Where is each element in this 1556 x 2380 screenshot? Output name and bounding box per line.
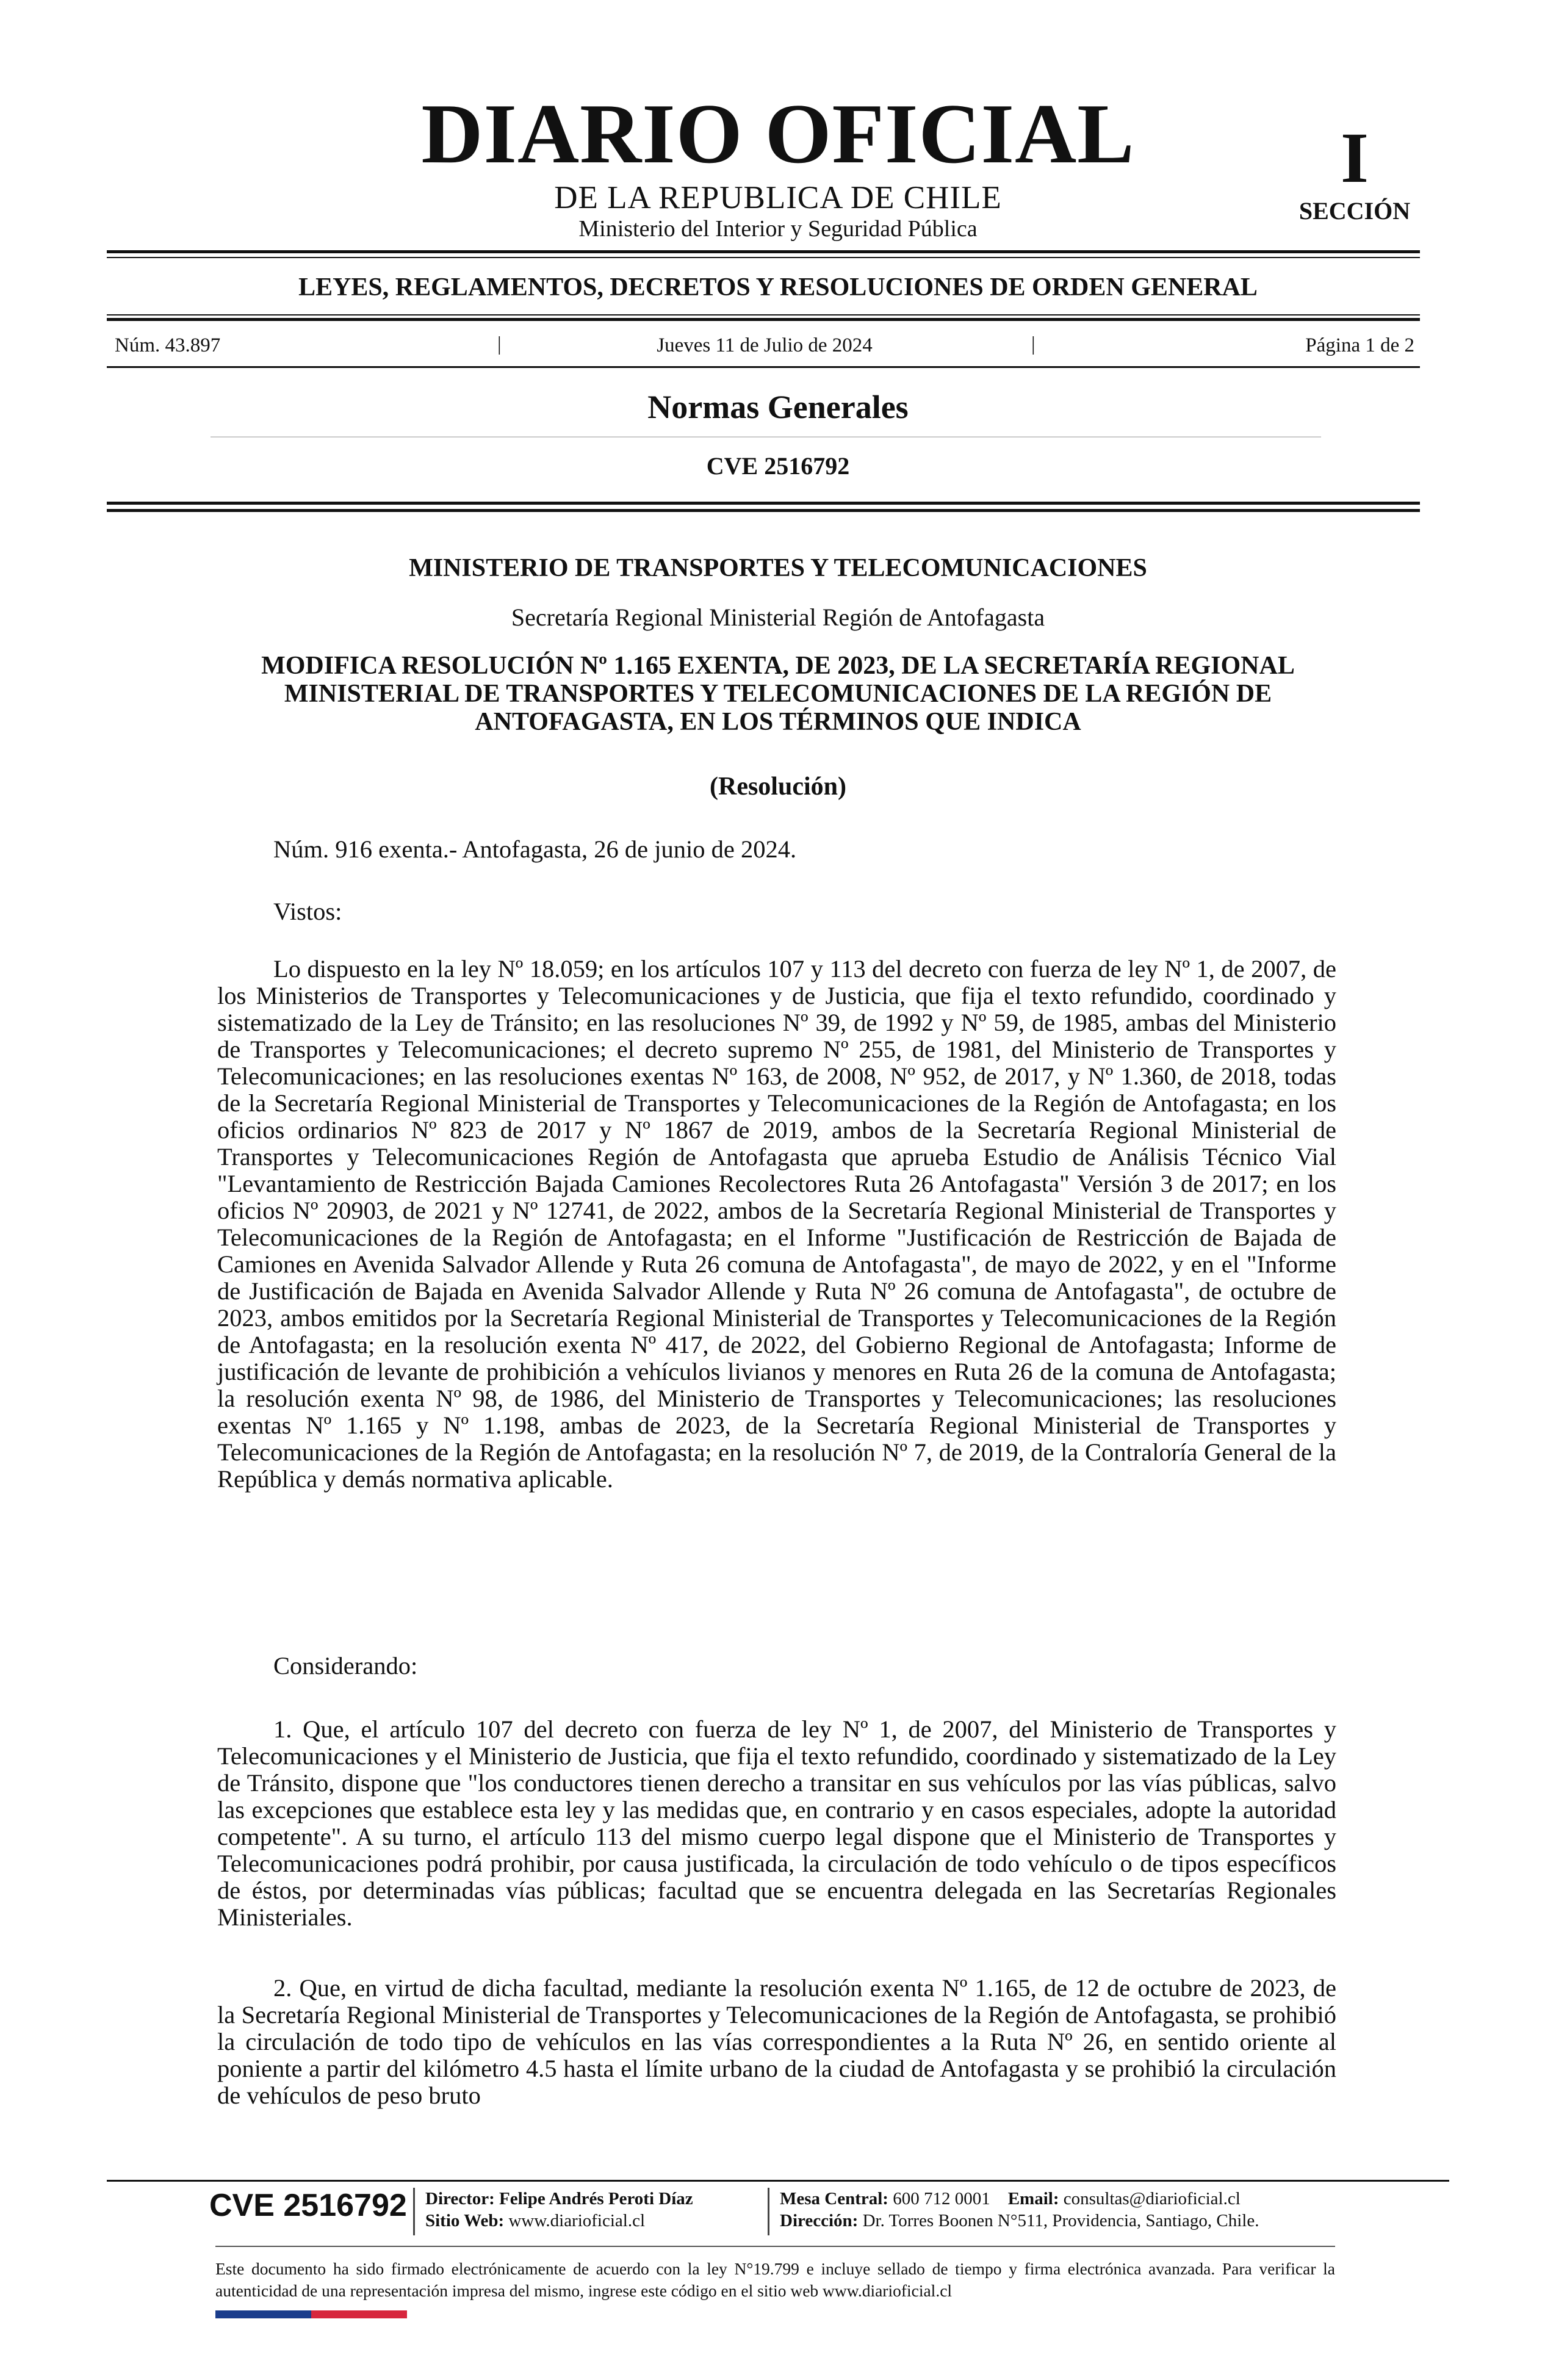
email-link[interactable]: consultas@diarioficial.cl [1063, 2189, 1241, 2209]
section-label: SECCIÓN [1298, 197, 1411, 225]
footer-director [425, 2188, 693, 2210]
masthead-rule-thin [107, 257, 1420, 258]
resolution-title: MODIFICA RESOLUCIÓN Nº 1.165 EXENTA, DE 2023, DE LA SECRETARÍA REGIONAL MINISTERIAL DE TRANSPORTES Y TELECOMUNICACIONES DE LA REGIÓN DE ANTOFAGASTA, EN LOS TÉRMINOS QUE INDICA [261, 652, 1295, 736]
info-bar-rule [107, 366, 1420, 368]
cve-code: CVE 2516792 [706, 452, 850, 480]
footer-contact [780, 2188, 1241, 2210]
footer-address [780, 2210, 1259, 2232]
info-separator: | [1031, 333, 1036, 355]
footer-legal-note: Este documento ha sido firmado electrónicamente de acuerdo con la ley N°19.799 e incluye sellado de tiempo y firma electrónica avanzada. Para verificar la autenticidad de una representación impresa del mismo, ingrese este código en el sitio web www.diarioficial.cl [215, 2259, 1335, 2300]
footer-cve-code: CVE 2516792 [209, 2188, 407, 2223]
phone-label: Mesa Central: [780, 2189, 888, 2209]
issue-date: Jueves 11 de Julio de 2024 [657, 334, 873, 356]
phone-number: 600 712 0001 [893, 2189, 990, 2209]
heading-divider [211, 436, 1321, 438]
secretaria-subheading: Secretaría Regional Ministerial Región de Antofagasta [511, 604, 1045, 631]
section-heading: Normas Generales [647, 389, 909, 425]
info-separator: | [497, 333, 502, 355]
ministry-heading: MINISTERIO DE TRANSPORTES Y TELECOMUNICACIONES [409, 554, 1147, 582]
email-label: Email: [1007, 2189, 1059, 2209]
director-label: Director: [425, 2189, 495, 2209]
footer-rule [107, 2180, 1449, 2182]
vistos-paragraph: Lo dispuesto en la ley Nº 18.059; en los artículos 107 y 113 del decreto con fuerza de ley Nº 1, de 2007, de los Ministerios de Transportes y Telecomunicaciones y de Justicia, que fija el texto refundido, coordinado y sistematizado de la Ley de Tránsito; en las resoluciones Nº 39, de 1992 y Nº 59, de 1985, ambas del Ministerio de Transportes y Telecomunicaciones; el decreto supremo Nº 255, de 1981, del Ministerio de Transportes y Telecomunicaciones; en las resoluciones exentas Nº 163, de 2008, Nº 952, de 2017, y Nº 1.360, de 2018, todas de la Secretaría Regional Ministerial de Transportes y Telecomunicaciones de la Región de Antofagasta; en los oficios ordinarios Nº 823 de 2017 y Nº 1867 de 2019, ambos de la Secretaría Regional Ministerial de Transportes y Telecomunicaciones Región de Antofagasta que aprueba Estudio de Análisis Técnico Vial "Levantamiento de Restricción Bajada Camiones Recolectores Ruta 26 Antofagasta" Versión 3 de 2017; en los oficios Nº 20903, de 2021 y Nº 12741, de 2022, ambos de la Secretaría Regional Ministerial de Transportes y Telecomunicaciones de la Región de Antofagasta; en el Informe "Justificación de Restricción de Bajada de Camiones en Avenida Salvador Allende y Ruta 26 comuna de Antofagasta", de mayo de 2022, y en el "Informe de Justificación de Bajada en Avenida Salvador Allende y Ruta Nº 26 comuna de Antofagasta", de octubre de 2023, ambos emitidos por la Secretaría Regional Ministerial de Transportes y Telecomunicaciones de la Región de Antofagasta; en la resolución exenta Nº 417, de 2022, del Gobierno Regional de Antofagasta; Informe de justificación de levante de prohibición a vehículos livianos y menores en Ruta 26 de la comuna de Antofagasta; la resolución exenta Nº 98, de 1986, del Ministerio de Transportes y Telecomunicaciones; las resoluciones exentas Nº 1.165 y Nº 1.198, ambas de 2023, de la Secretaría Regional Ministerial de Transportes y Telecomunicaciones de la Región de Antofagasta; en la resolución Nº 7, de 2019, de la Contraloría General de la República y demás normativa aplicable. [217, 955, 1336, 1493]
vistos-label: Vistos: [273, 898, 342, 925]
document-type-label: (Resolución) [710, 773, 846, 801]
footer-divider [768, 2188, 769, 2235]
category-rule-thick [107, 318, 1420, 321]
section-number: I [1341, 118, 1369, 198]
considerando-label: Considerando: [273, 1652, 418, 1679]
publisher-ministry: Ministerio del Interior y Seguridad Pública [578, 216, 978, 242]
footer-website [425, 2210, 645, 2232]
masthead-rule-thick [107, 250, 1420, 253]
website-label: Sitio Web: [425, 2211, 505, 2230]
website-link[interactable]: www.diarioficial.cl [508, 2211, 646, 2230]
flag-stripe-red [311, 2310, 407, 2318]
considerando-item-2: 2. Que, en virtud de dicha facultad, mediante la resolución exenta Nº 1.165, de 12 de octubre de 2023, de la Secretaría Regional Ministerial de Transportes y Telecomunicaciones de la Región de Antofagasta, se prohibió la circulación de todo tipo de vehículos en las vías correspondientes a la Ruta Nº 26, en sentido oriente al poniente a partir del kilómetro 4.5 hasta el límite urbano de la ciudad de Antofagasta y se prohibió la circulación de vehículos de peso bruto [217, 1974, 1336, 2109]
publication-category: LEYES, REGLAMENTOS, DECRETOS Y RESOLUCIONES DE ORDEN GENERAL [298, 273, 1258, 301]
header-rule-thick-2 [107, 509, 1420, 512]
resolution-number-line: Núm. 916 exenta.- Antofagasta, 26 de junio de 2024. [273, 835, 797, 863]
address-value: Dr. Torres Boonen N°511, Providencia, Santiago, Chile. [862, 2211, 1259, 2230]
header-rule-thick [107, 502, 1420, 505]
newspaper-title: DIARIO OFICIAL [421, 87, 1135, 181]
newspaper-subtitle: DE LA REPUBLICA DE CHILE [554, 180, 1002, 215]
address-label: Dirección: [780, 2211, 859, 2230]
flag-stripe-blue [215, 2310, 311, 2318]
issue-number: Núm. 43.897 [115, 334, 221, 356]
considerando-item-1: 1. Que, el artículo 107 del decreto con fuerza de ley Nº 1, de 2007, del Ministerio de Transportes y Telecomunicaciones y el Ministerio de Justicia, que fija el texto refundido, coordinado y sistematizado de la Ley de Tránsito, dispone que "los conductores tienen derecho a transitar en sus vehículos por las vías públicas, salvo las excepciones que establece esta ley y las medidas que, en contrario y en casos especiales, adopte la autoridad competente". A su turno, el artículo 113 del mismo cuerpo legal dispone que el Ministerio de Transportes y Telecomunicaciones podrá prohibir, por causa justificada, la circulación de todo vehículo o de tipos específicos de éstos, por determinadas vías públicas; facultad que se encuentra delegada en las Secretarías Regionales Ministeriales. [217, 1715, 1336, 1931]
page-indicator: Página 1 de 2 [1305, 334, 1414, 356]
footer-divider [413, 2188, 415, 2235]
footer-legal-rule [215, 2246, 1335, 2247]
category-rule-thin [107, 314, 1420, 316]
director-name: Felipe Andrés Peroti Díaz [499, 2189, 693, 2209]
